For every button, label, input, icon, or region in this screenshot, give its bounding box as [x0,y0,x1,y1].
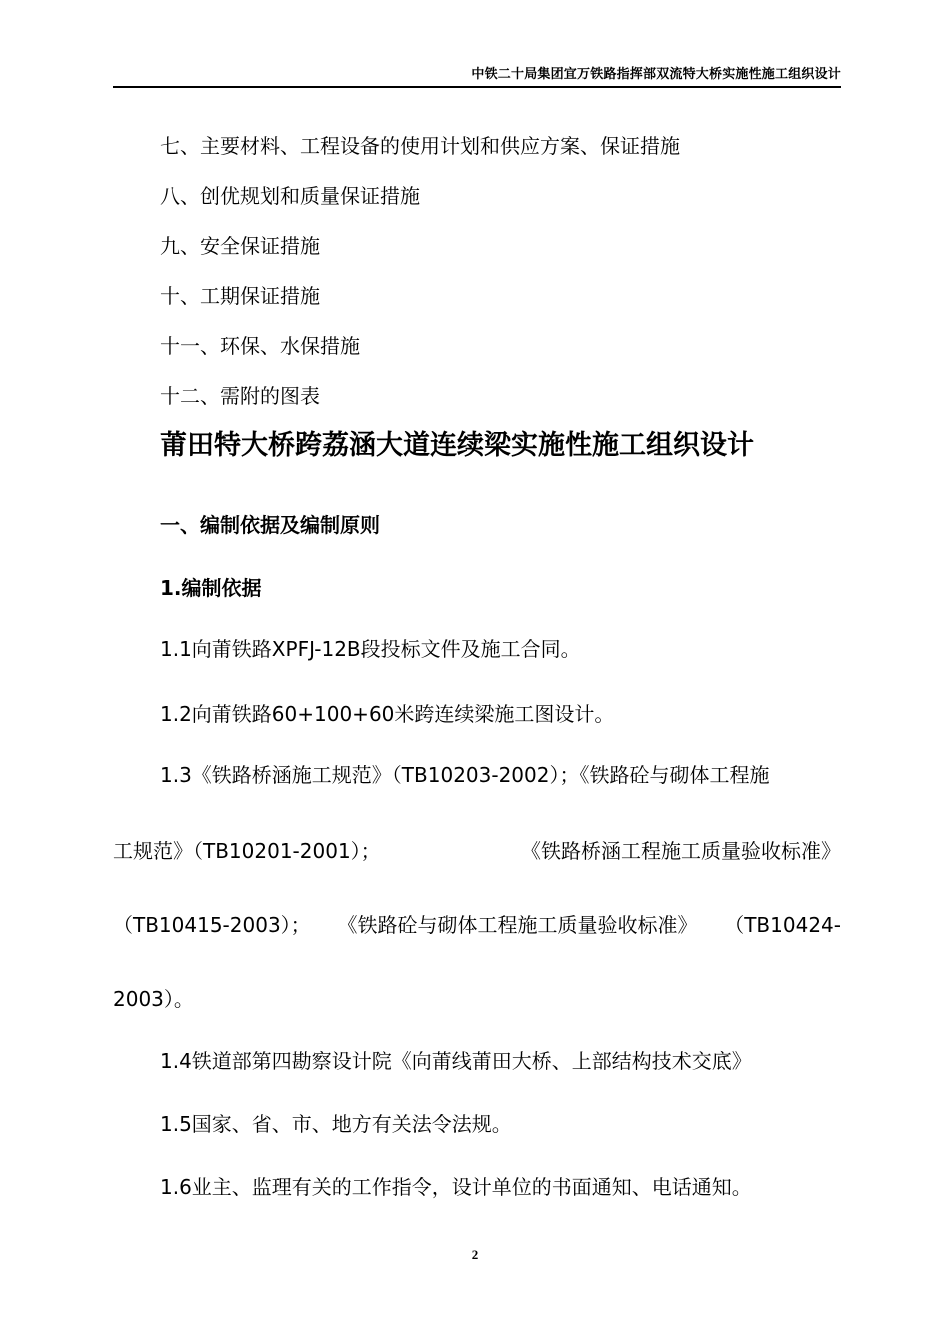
toc-item-8: 八、创优规划和质量保证措施 [160,184,420,208]
header-divider [113,86,841,88]
page-header: 中铁二十局集团宜万铁路指挥部双流特大桥实施性施工组织设计 [471,67,841,82]
basis-item-1-3-line-4: 2003）。 [113,987,194,1011]
toc-item-10: 十、工期保证措施 [160,284,320,308]
toc-item-12: 十二、需附的图表 [160,384,320,408]
section-heading: 一、编制依据及编制原则 [160,513,380,537]
basis-item-1-2: 1.2向莆铁路60+100+60米跨连续梁施工图设计。 [160,702,615,726]
basis-item-1-3-line-3-part-1: （TB10415-2003）； [113,913,311,937]
basis-item-1-3-line-3-part-2: 《铁路砼与砌体工程施工质量验收标准》 [337,913,698,937]
subsection-heading: 1.编制依据 [160,576,262,600]
basis-item-1-4: 1.4铁道部第四勘察设计院《向莆线莆田大桥、上部结构技术交底》 [160,1049,752,1073]
toc-item-7: 七、主要材料、工程设备的使用计划和供应方案、保证措施 [160,134,680,158]
page-number: 2 [471,1247,479,1262]
basis-item-1-3-line-2-part-2: 《铁路桥涵工程施工质量验收标准》 [521,839,841,863]
toc-item-9: 九、安全保证措施 [160,234,320,258]
document-title: 莆田特大桥跨荔涵大道连续梁实施性施工组织设计 [160,430,754,461]
basis-item-1-3-line-2 [113,836,841,866]
basis-item-1-3-line-3-part-3: （TB10424- [724,913,841,937]
basis-item-1-3-line-3 [113,910,841,940]
basis-item-1-1: 1.1向莆铁路XPFJ-12B段投标文件及施工合同。 [160,637,581,661]
toc-item-11: 十一、环保、水保措施 [160,334,360,358]
basis-item-1-3-line-1: 1.3《铁路桥涵施工规范》（TB10203-2002）；《铁路砼与砌体工程施 [160,763,770,787]
basis-item-1-5: 1.5国家、省、市、地方有关法令法规。 [160,1112,512,1136]
basis-item-1-3-line-2-part-1: 工规范》（TB10201-2001）； [113,839,381,863]
basis-item-1-6: 1.6业主、监理有关的工作指令，设计单位的书面通知、电话通知。 [160,1175,752,1199]
